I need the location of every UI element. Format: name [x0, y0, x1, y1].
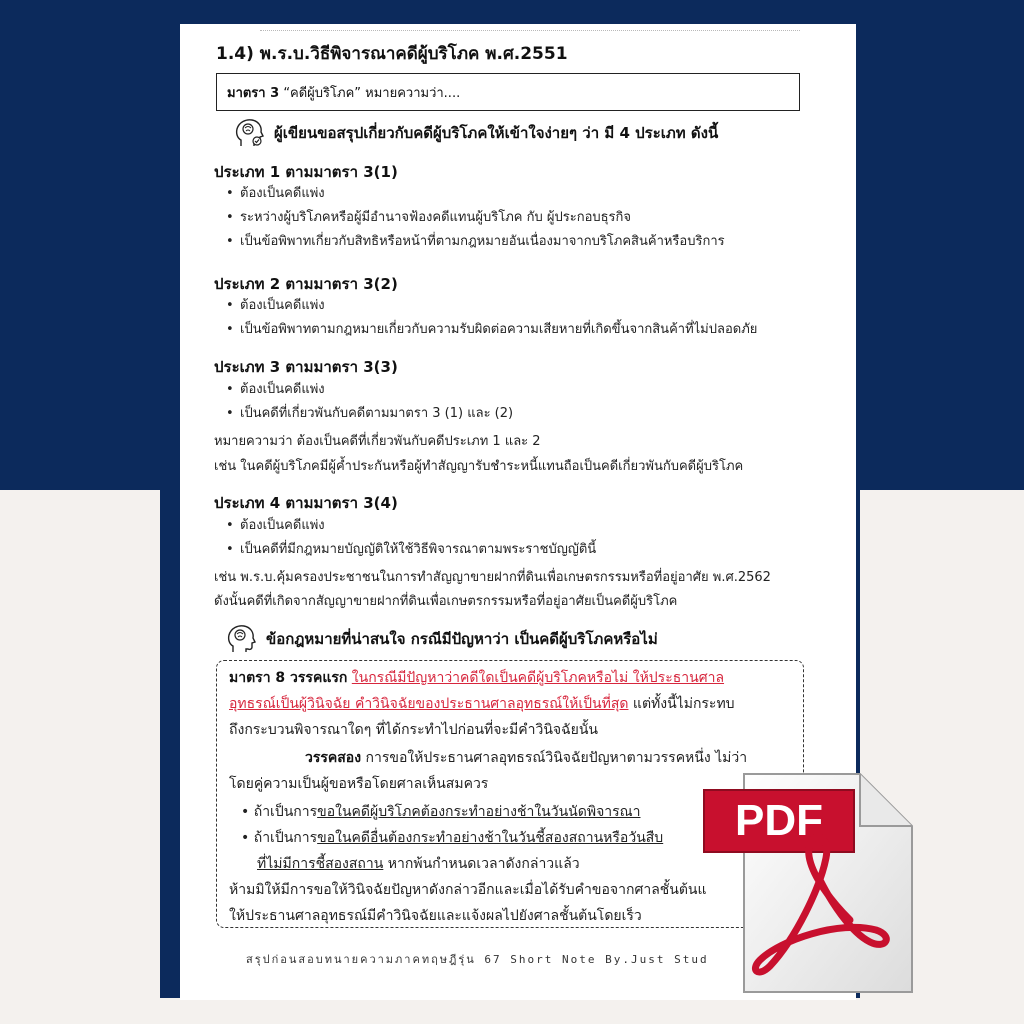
brain-head-icon — [224, 622, 258, 656]
s8-line-1 — [229, 667, 724, 689]
type-4-note-2: ดังนั้นคดีที่เกิดจากสัญญาขายฝากที่ดินเพื่อเกษตรกรรมหรือที่อยู่อาศัยเป็นคดีผู้บริโภค — [214, 594, 678, 609]
b2-underlined-2: ที่ไม่มีการชี้สองสถาน — [257, 856, 384, 872]
type-1-bullet-1: • ต้องเป็นคดีแพ่ง — [226, 182, 725, 206]
type-4-title: ประเภท 4 ตามมาตรา 3(4) — [214, 494, 398, 512]
type-4-bullets — [226, 514, 596, 562]
type-2-title: ประเภท 2 ตามมาตรา 3(2) — [214, 275, 398, 293]
type-1-bullet-3: • เป็นข้อพิพาทเกี่ยวกับสิทธิหรือหน้าที่ตามกฎหมายอันเนื่องมาจากบริโภคสินค้าหรือบริการ — [226, 230, 725, 254]
footer-note: สรุปก่อนสอบทนายความภาคทฤษฎีรุ่น 67 Short Note By.Just Stud — [246, 953, 709, 966]
s8-red-text-2: อุทธรณ์เป็นผู้วินิจฉัย คำวินิจฉัยของประธานศาลอุทธรณ์ให้เป็นที่สุด — [229, 696, 629, 712]
b2-pre: ถ้าเป็นการ — [253, 830, 318, 846]
type-3-bullet-2: • เป็นคดีที่เกี่ยวพันกับคดีตามมาตรา 3 (1) และ (2) — [226, 402, 513, 426]
law-end-1: ห้ามมิให้มีการขอให้วินิจฉัยปัญหาดังกล่าวอีกและเมื่อได้รับคำขอจากศาลชั้นต้นแ — [229, 882, 707, 898]
page-title: 1.4) พ.ร.บ.วิธีพิจารณาคดีผู้บริโภค พ.ศ.2551 — [216, 44, 568, 64]
summary-heading-text: ผู้เขียนขอสรุปเกี่ยวกับคดีผู้บริโภคให้เข้าใจง่ายๆ ว่า มี 4 ประเภท ดังนี้ — [274, 124, 719, 142]
law-heading-text: ข้อกฎหมายที่น่าสนใจ กรณีมีปัญหาว่า เป็นคดีผู้บริโภคหรือไม่ — [266, 630, 658, 648]
brain-head-icon — [232, 116, 266, 150]
type-3-bullet-1: • ต้องเป็นคดีแพ่ง — [226, 378, 513, 402]
type-3-bullets — [226, 378, 513, 426]
law-bullet-2-cont — [257, 853, 580, 875]
s8-line-2 — [229, 693, 735, 715]
type-1-bullets — [226, 182, 725, 254]
type-2-bullet-2: • เป็นข้อพิพาทตามกฎหมายเกี่ยวกับความรับผิดต่อความเสียหายที่เกิดขึ้นจากสินค้าที่ไม่ปลอดภัย — [226, 318, 757, 342]
p2-line-1 — [305, 747, 747, 769]
type-2-bullet-1: • ต้องเป็นคดีแพ่ง — [226, 294, 757, 318]
type-4-note-1: เช่น พ.ร.บ.คุ้มครองประชาชนในการทำสัญญาขายฝากที่ดินเพื่อเกษตรกรรมหรือที่อยู่อาศัย พ.ศ.2562 — [214, 570, 771, 585]
definition-box — [216, 73, 800, 111]
top-cropped-line — [260, 24, 800, 31]
b2-rest: หากพ้นกำหนดเวลาดังกล่าวแล้ว — [383, 856, 580, 872]
b1-underlined: ขอในคดีผู้บริโภคต้องกระทำอย่างช้าในวันนัดพิจารณา — [317, 804, 641, 820]
summary-heading — [232, 116, 718, 150]
type-1-bullet-2: • ระหว่างผู้บริโภคหรือผู้มีอำนาจฟ้องคดีแทนผู้บริโภค กับ ผู้ประกอบธุรกิจ — [226, 206, 725, 230]
law-bullet-1: • ถ้าเป็นการขอในคดีผู้บริโภคต้องกระทำอย่างช้าในวันนัดพิจารณา — [241, 804, 641, 820]
type-3-note-1: หมายความว่า ต้องเป็นคดีที่เกี่ยวพันกับคดีประเภท 1 และ 2 — [214, 434, 541, 449]
definition-label: มาตรา 3 — [227, 86, 280, 101]
pdf-label: PDF — [735, 796, 823, 845]
p2-text: การขอให้ประธานศาลอุทธรณ์วินิจฉัยปัญหาตามวรรคหนึ่ง ไม่ว่า — [361, 750, 748, 766]
b2-underlined: ขอในคดีอื่นต้องกระทำอย่างช้าในวันชี้สองสถานหรือวันสืบ — [317, 830, 664, 846]
type-2-bullets — [226, 294, 757, 342]
s8-red-text-1: ในกรณีมีปัญหาว่าคดีใดเป็นคดีผู้บริโภคหรือไม่ ให้ประธานศาล — [351, 670, 725, 686]
type-1-title: ประเภท 1 ตามมาตรา 3(1) — [214, 163, 398, 181]
s8-label: มาตรา 8 วรรคแรก — [229, 670, 348, 686]
s8-line-3: ถึงกระบวนพิจารณาใดๆ ที่ได้กระทำไปก่อนที่จะมีคำวินิจฉัยนั้น — [229, 722, 598, 738]
p2-line-2: โดยคู่ความเป็นผู้ขอหรือโดยศาลเห็นสมควร — [229, 776, 489, 792]
law-end-2: ให้ประธานศาลอุทธรณ์มีคำวินิจฉัยและแจ้งผลไปยังศาลชั้นต้นโดยเร็ว — [229, 908, 642, 924]
p2-label: วรรคสอง — [305, 750, 362, 766]
s8-rest-2: แต่ทั้งนี้ไม่กระทบ — [628, 696, 735, 712]
law-heading — [224, 622, 658, 656]
type-3-note-2: เช่น ในคดีผู้บริโภคมีผู้ค้ำประกันหรือผู้ทำสัญญารับชำระหนี้แทนถือเป็นคดีเกี่ยวพันกับคดีผู้บริโภค — [214, 459, 744, 474]
definition-text: “คดีผู้บริโภค” หมายความว่า.... — [283, 86, 461, 101]
type-3-title: ประเภท 3 ตามมาตรา 3(3) — [214, 358, 398, 376]
b1-pre: ถ้าเป็นการ — [253, 804, 318, 820]
law-bullet-2: • ถ้าเป็นการขอในคดีอื่นต้องกระทำอย่างช้าในวันชี้สองสถานหรือวันสืบ — [241, 830, 664, 846]
type-4-bullet-2: • เป็นคดีที่มีกฎหมายบัญญัติให้ใช้วิธีพิจารณาตามพระราชบัญญัตินี้ — [226, 538, 596, 562]
type-4-bullet-1: • ต้องเป็นคดีแพ่ง — [226, 514, 596, 538]
